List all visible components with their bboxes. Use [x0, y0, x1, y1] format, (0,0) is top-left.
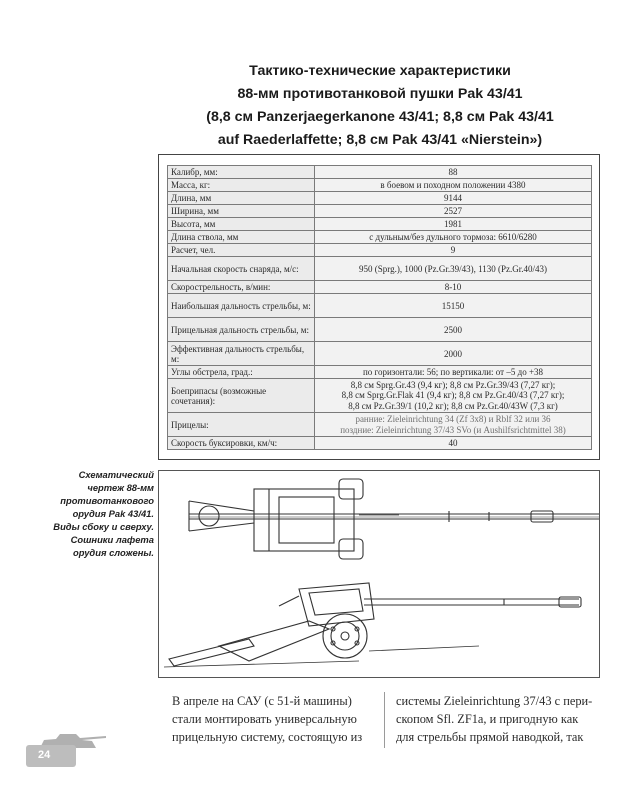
page-number: 24 [38, 749, 51, 761]
spec-value: 2000 [315, 342, 592, 366]
table-row [168, 166, 592, 179]
table-row [168, 179, 592, 192]
spec-value: 8-10 [315, 281, 592, 294]
spec-value: 88 [315, 166, 592, 179]
spec-label: Боеприпасы (возможные сочетания): [168, 379, 315, 413]
spec-label: Калибр, мм: [168, 166, 315, 179]
spec-value: 40 [315, 437, 592, 450]
column-divider [384, 692, 385, 748]
spec-value-line: 8,8 см Pz.Gr.39/1 (10,2 кг); 8,8 см Pz.Gr.40/43W (7,3 кг) [348, 400, 558, 411]
spec-value: 950 (Sprg.), 1000 (Pz.Gr.39/43), 1130 (Pz.Gr.40/43) [315, 257, 592, 281]
spec-label: Длина ствола, мм [168, 231, 315, 244]
gun-schematic-drawing [158, 470, 600, 678]
spec-label: Скорость буксировки, км/ч: [168, 437, 315, 450]
caption-line: чертеж 88-мм [87, 482, 154, 493]
drawing-caption [40, 468, 154, 559]
caption-line: Виды сбоку и сверху. [53, 521, 154, 532]
spec-value: в боевом и походном положении 4380 [315, 179, 592, 192]
table-row [168, 437, 592, 450]
table-row [168, 413, 592, 437]
table-row [168, 231, 592, 244]
spec-label: Расчет, чел. [168, 244, 315, 257]
caption-line: орудия сложены. [73, 547, 154, 558]
body-line: В апреле на САУ (с 51-й машины) [172, 694, 352, 708]
caption-line: Схематический [78, 469, 154, 480]
gun-schematic-svg [159, 471, 599, 677]
body-line: для стрельбы прямой наводкой, так [396, 730, 584, 744]
body-line: прицельную систему, состоящую из [172, 730, 363, 744]
caption-line: Сошники лафета [70, 534, 154, 545]
spec-label: Высота, мм [168, 218, 315, 231]
spec-value: 2500 [315, 318, 592, 342]
spec-value [315, 379, 592, 413]
spec-label: Прицельная дальность стрельбы, м: [168, 318, 315, 342]
spec-label: Длина, мм [168, 192, 315, 205]
spec-label: Эффективная дальность стрельбы, м: [168, 342, 315, 366]
spec-value: 9 [315, 244, 592, 257]
top-view [189, 479, 599, 559]
spec-value: по горизонтали: 56; по вертикали: от –5 до +38 [315, 366, 592, 379]
body-line: системы Zieleinrichtung 37/43 с пери- [396, 694, 593, 708]
table-row [168, 366, 592, 379]
spec-value: 1981 [315, 218, 592, 231]
table-row [168, 257, 592, 281]
spec-table [167, 165, 592, 450]
body-text-left [172, 692, 374, 746]
body-line: стали монтировать универсальную [172, 712, 357, 726]
spec-label: Ширина, мм [168, 205, 315, 218]
spec-label: Масса, кг: [168, 179, 315, 192]
spec-value-line: поздние: Zieleinrichtung 37/43 SVo (и Aushilfsrichtmittel 38) [340, 424, 566, 435]
heading-line: auf Raederlaffette; 8,8 см Pak 43/41 «Nierstein») [217, 132, 543, 148]
spec-label: Наибольшая дальность стрельбы, м: [168, 294, 315, 318]
table-row [168, 379, 592, 413]
spec-value: 2527 [315, 205, 592, 218]
heading-line: 88-мм противотанковой пушки Pak 43/41 [237, 86, 523, 102]
table-row [168, 281, 592, 294]
table-row [168, 342, 592, 366]
table-row [168, 294, 592, 318]
page-number-badge [26, 745, 76, 767]
spec-value: 9144 [315, 192, 592, 205]
spec-value: 15150 [315, 294, 592, 318]
side-view [164, 583, 581, 667]
spec-label: Начальная скорость снаряда, м/с: [168, 257, 315, 281]
spec-label: Прицелы: [168, 413, 315, 437]
table-row [168, 318, 592, 342]
spec-label: Углы обстрела, град.: [168, 366, 315, 379]
spec-value-line: 8,8 см Sprg.Gr.43 (9,4 кг); 8,8 см Pz.Gr.39/43 (7,27 кг); [350, 379, 556, 390]
heading-line: (8,8 см Panzerjaegerkanone 43/41; 8,8 см Pak 43/41 [206, 109, 554, 125]
caption-line: орудия Pak 43/41. [72, 508, 154, 519]
spec-value: с дульным/без дульного тормоза: 6610/6280 [315, 231, 592, 244]
table-row [168, 192, 592, 205]
table-row [168, 218, 592, 231]
spec-value-line: 8,8 см Sprg.Gr.Flak 41 (9,4 кг); 8,8 см Pz.Gr.40/43 (7,27 кг); [341, 390, 565, 401]
body-text-right [396, 692, 598, 746]
spec-heading [160, 60, 600, 152]
table-row [168, 244, 592, 257]
spec-value-line: ранние: Zieleinrichtung 34 (Zf 3x8) и Rblf 32 или 36 [355, 414, 551, 424]
spec-value [315, 413, 592, 437]
table-row [168, 205, 592, 218]
spec-label: Скорострельность, в/мин: [168, 281, 315, 294]
body-line: скопом Sfl. ZF1a, и пригодную как [396, 712, 579, 726]
heading-line: Тактико-технические характеристики [249, 63, 511, 79]
caption-line: противотанкового [60, 495, 154, 506]
